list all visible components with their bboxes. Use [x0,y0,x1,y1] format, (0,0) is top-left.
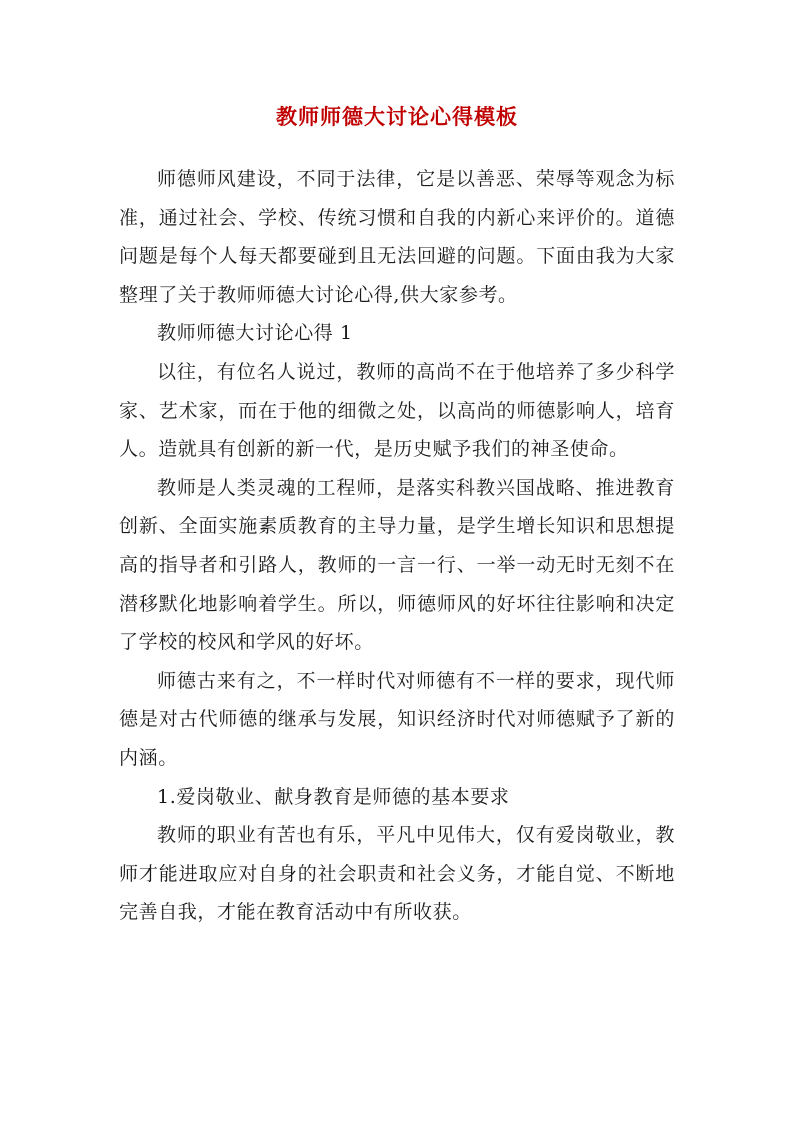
document-title: 教师师德大讨论心得模板 [276,104,518,129]
paragraph-intro: 师德师风建设，不同于法律，它是以善恶、荣辱等观念为标准，通过社会、学校、传统习惯和自我的内新心来评价的。道德问题是每个人每天都要碰到且无法回避的问题。下面由我为大家整理了关于教师师德大讨论心得,供大家参考。 [119,168,675,306]
paragraph-profession: 教师的职业有苦也有乐，平凡中见伟大，仅有爱岗敬业，教师才能进取应对自身的社会职责和社会义务，才能自觉、不断地完善自我，才能在教育活动中有所收获。 [119,824,675,924]
paragraph-famous-quote: 以往，有位名人说过，教师的高尚不在于他培养了多少科学家、艺术家，而在于他的细微之处，以高尚的师德影响人，培育人。造就具有创新的新一代，是历史赋予我们的神圣使命。 [119,360,675,461]
subheading-dedication: 1.爱岗敬业、献身教育是师德的基本要求 [157,785,510,808]
document-body [119,160,675,932]
paragraph-teacher-role: 教师是人类灵魂的工程师，是落实科教兴国战略、推进教育创新、全面实施素质教育的主导力量，是学生增长知识和思想提高的指导者和引路人，教师的一言一行、一举一动无时无刻不在潜移默化地影响着学生。所以，师德师风的好坏往往影响和决定了学校的校风和学风的好坏。 [119,476,675,654]
paragraph-ethics-history: 师德古来有之，不一样时代对师德有不一样的要求，现代师德是对古代师德的继承与发展，知识经济时代对师德赋予了新的内涵。 [119,669,675,769]
section-heading-1: 教师师德大讨论心得 1 [157,322,353,345]
